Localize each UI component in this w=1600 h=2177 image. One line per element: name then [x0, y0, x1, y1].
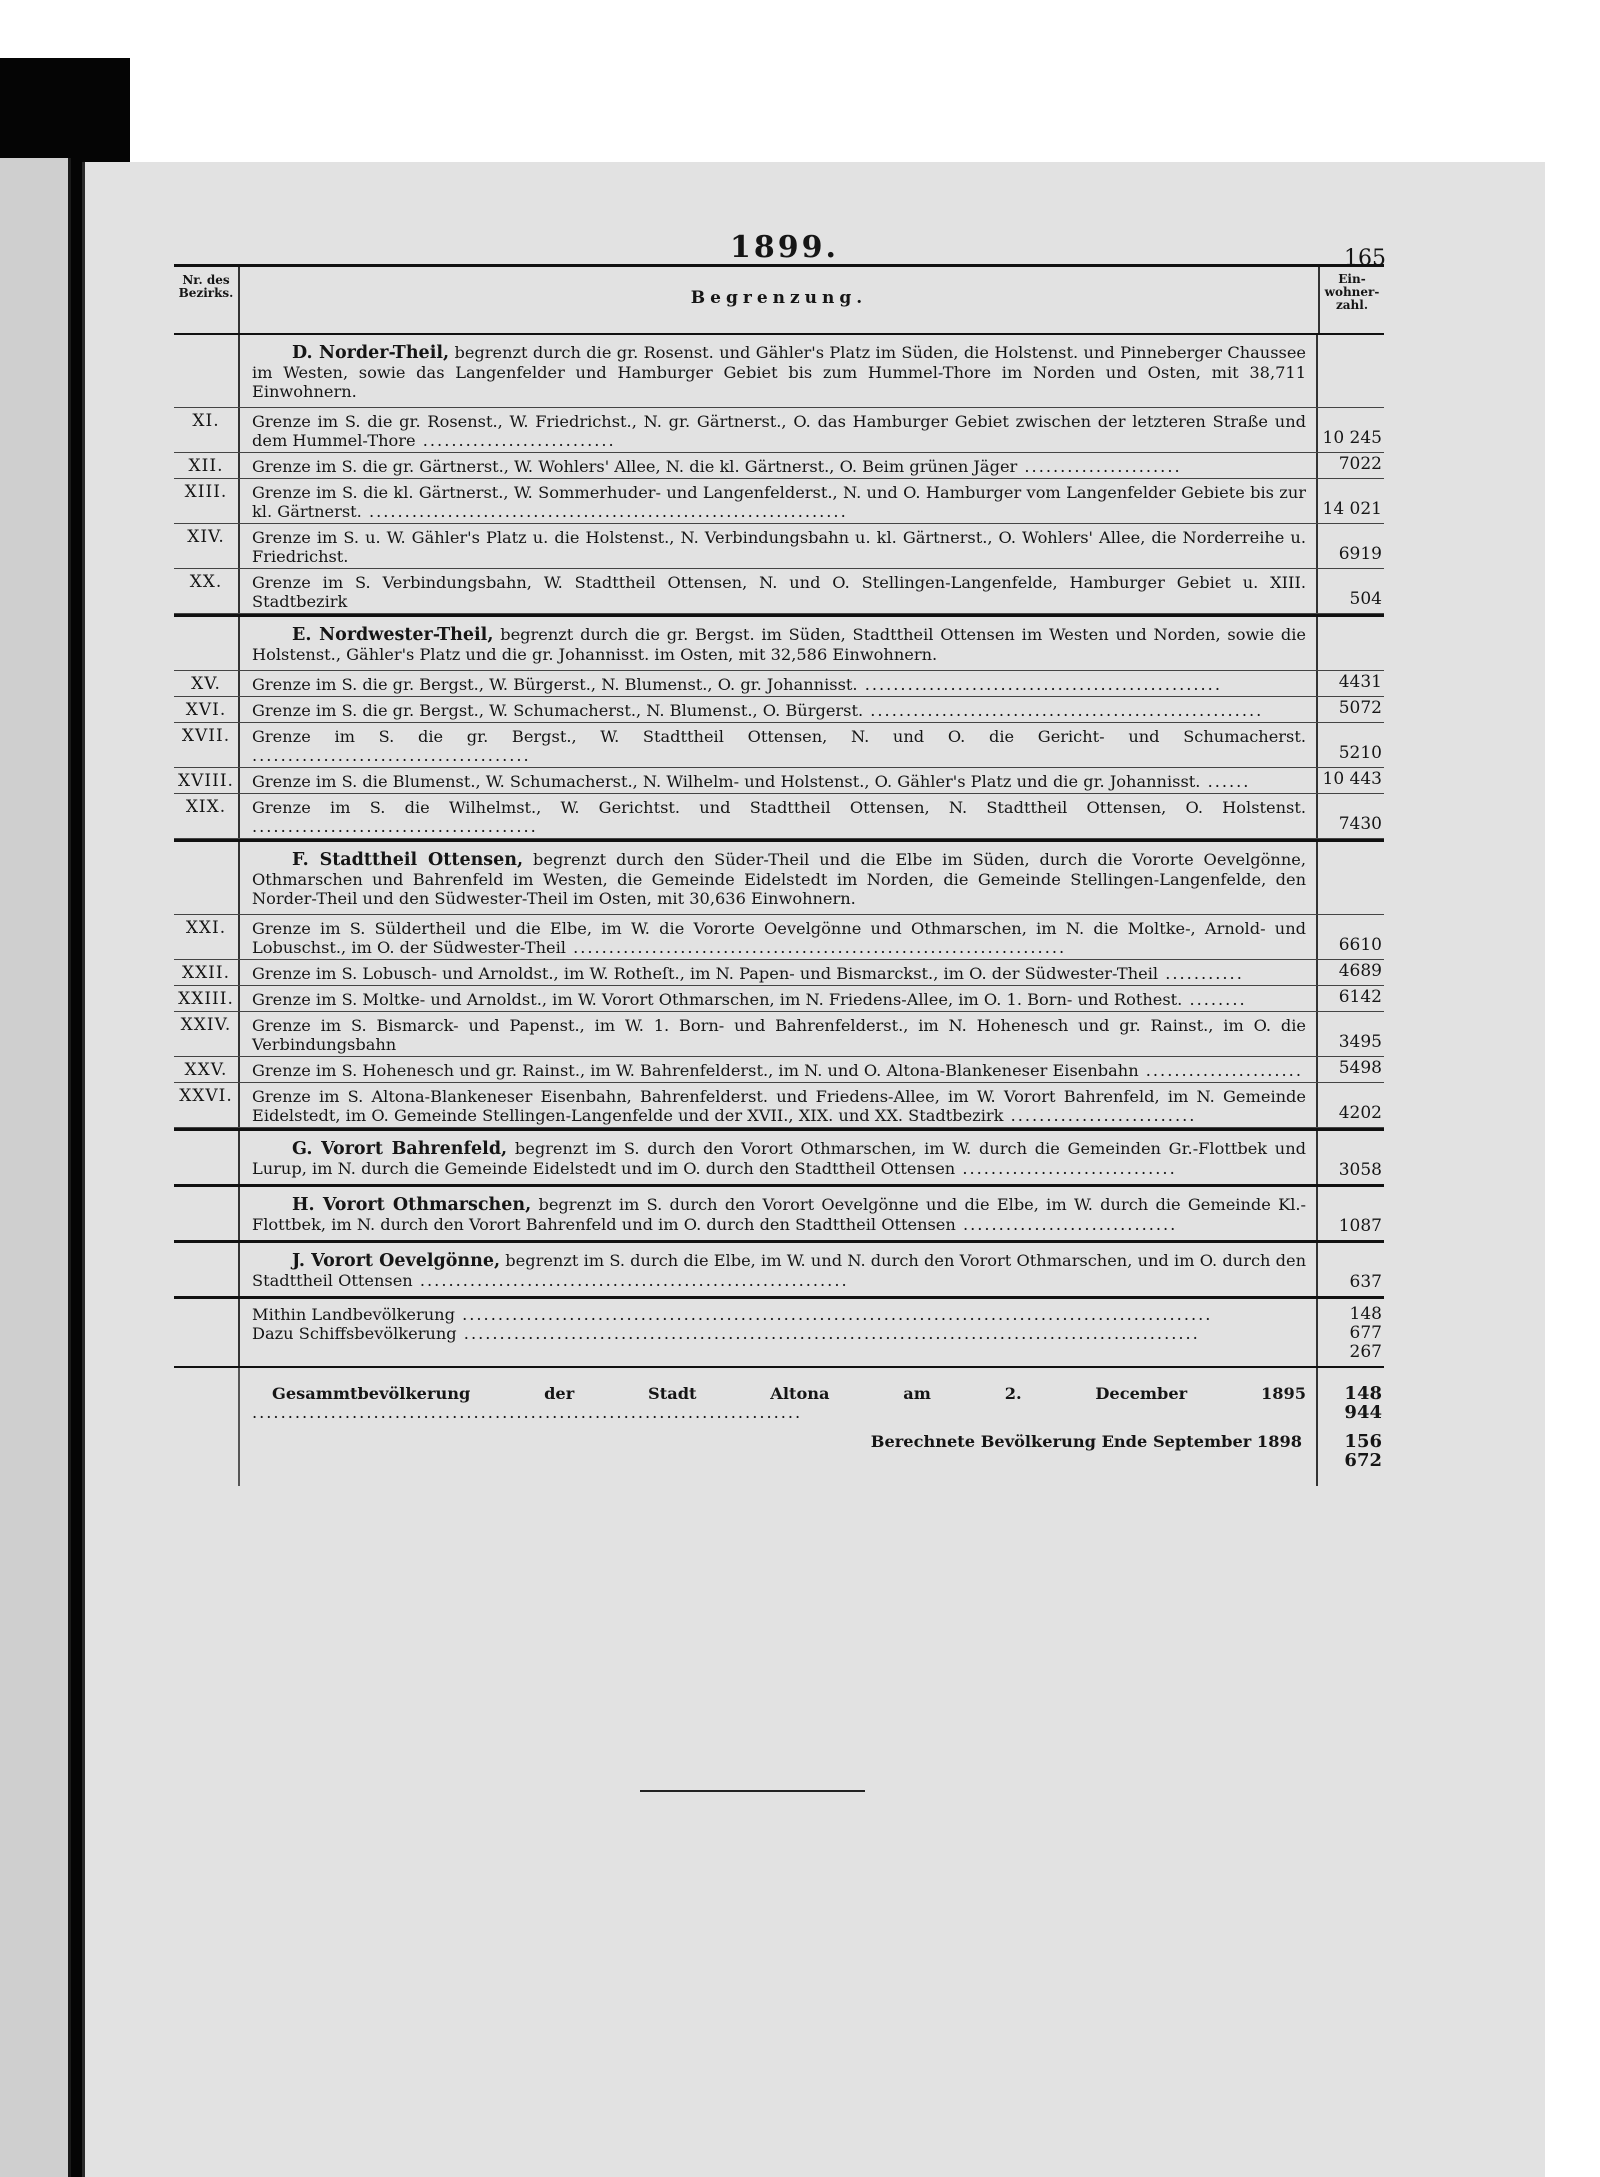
page-number: 165	[1344, 246, 1386, 271]
closing-rule	[640, 1790, 865, 1792]
total-population-label: Gesammtbevölkerung der Stadt Altona am 2. December 1895	[272, 1384, 1306, 1403]
district-inhabitants: 4202	[1316, 1083, 1384, 1127]
district-boundary: Grenze im S. die Blumenst., W. Schumacherst., N. Wilhelm- und Holstenst., O. Gähler's Platz und die gr. Johannisst.	[252, 772, 1201, 791]
table-row	[174, 524, 1384, 569]
section-text: begrenzt im S. durch die Elbe, im W. und N. durch den Vorort Othmarschen, und im O. durch den Stadttheil Ottensen	[252, 1251, 1307, 1290]
land-population-value: 148 677	[1349, 1304, 1382, 1343]
district-nr: XXV.	[174, 1057, 240, 1082]
district-boundary: Grenze im S. Verbindungsbahn, W. Stadttheil Ottensen, N. und O. Stellingen-Langenfelde, Hamburger Gebiet u. XIII. Stadtbezirk	[252, 573, 1306, 611]
section-inhabitants: 3058	[1316, 1131, 1384, 1184]
table-row: XIX. Grenze im S. die Wilhelmst., W. Gerichtst. und Stadttheil Ottensen, N. Stadttheil Ottensen, O. Holstenst. ........................................ 7430	[174, 794, 1384, 839]
section-e	[174, 614, 1384, 670]
table-row: XXI. Grenze im S. Süldertheil und die Elbe, im W. die Vororte Oevelgönne und Othmarschen, im N. die Moltke-, Arnold- und Lobuschst., im O. der Südwester-Theil ..................................................................... 6610	[174, 914, 1384, 960]
ship-population-value: 267	[1349, 1342, 1382, 1362]
table-row: XVIII. Grenze im S. die Blumenst., W. Schumacherst., N. Wilhelm- und Holstenst., O. Gähler's Platz und die gr. Johannisst. ...... 10 443	[174, 768, 1384, 794]
table-row: XIII. Grenze im S. die kl. Gärtnerst., W. Sommerhuder- und Langenfelderst., N. und O. Hamburger vom Langenfelder Gebiete bis zur kl. Gärtnerst. ................................................................... 14 021	[174, 479, 1384, 524]
district-nr: XX.	[174, 569, 240, 613]
district-inhabitants: 5072	[1316, 697, 1384, 722]
district-boundary: Grenze im S. Süldertheil und die Elbe, im W. die Vororte Oevelgönne und Othmarschen, im N. die Moltke-, Arnold- und Lobuschst., im O. der Südwester-Theil	[252, 919, 1306, 957]
district-boundary: Grenze im S. die Wilhelmst., W. Gerichtst. und Stadttheil Ottensen, N. Stadttheil Ottensen, O. Holstenst.	[252, 798, 1306, 817]
district-boundary: Grenze im S. Moltke- und Arnoldst., im W. Vorort Othmarschen, im N. Friedens-Allee, im O. 1. Born- und Rothest.	[252, 990, 1183, 1009]
district-nr: XV.	[174, 671, 240, 696]
section-g: G. Vorort Bahrenfeld, begrenzt im S. durch den Vorort Othmarschen, im W. durch die Gemeinden Gr.-Flottbek und Lurup, im N. durch die Gemeinde Eidelstedt und im O. durch den Stadttheil Ottensen .............................. 3058	[174, 1128, 1384, 1184]
district-inhabitants: 6142	[1316, 986, 1384, 1011]
district-nr: XVI.	[174, 697, 240, 722]
district-inhabitants: 3495	[1316, 1012, 1384, 1056]
district-inhabitants: 4689	[1316, 960, 1384, 985]
section-inhabitants: 637	[1316, 1243, 1384, 1296]
table-row	[174, 569, 1384, 614]
district-boundary: Grenze im S. Lobusch- und Arnoldst., im W. Rotheſt., im N. Papen- und Bismarckst., im O. der Südwester-Theil	[252, 964, 1159, 983]
section-title: H. Vorort Othmarschen,	[292, 1195, 532, 1215]
total-rows: Gesammtbevölkerung der Stadt Altona am 2. December 1895 ............................................................................. Berechnete Bevölkerung Ende September 1898 148 944 156 672	[174, 1366, 1384, 1486]
district-nr: XXIII.	[174, 986, 240, 1011]
district-nr: XVIII.	[174, 768, 240, 793]
district-inhabitants: 6610	[1316, 915, 1384, 959]
district-nr: XII.	[174, 453, 240, 478]
col-header-nr: Nr. des Bezirks.	[174, 267, 240, 333]
district-boundary: Grenze im S. Altona-Blankeneser Eisenbahn, Bahrenfelderst. und Friedens-Allee, im W. Vorort Bahrenfeld, im N. Gemeinde Eidelstedt, im O. Gemeinde Stellingen-Langenfelde und der XVII., XIX. und XX. Stadtbezirk	[252, 1087, 1306, 1125]
table-row: XII. Grenze im S. die gr. Gärtnerst., W. Wohlers' Allee, N. die kl. Gärtnerst., O. Beim grünen Jäger ...................... 7022	[174, 453, 1384, 479]
district-boundary: Grenze im S. die kl. Gärtnerst., W. Sommerhuder- und Langenfelderst., N. und O. Hamburger vom Langenfelder Gebiete bis zur kl. Gärtnerst.	[252, 483, 1306, 521]
land-population-label: Mithin Landbevölkerung	[252, 1305, 455, 1324]
district-boundary: Grenze im S. Hohenesch und gr. Rainst., im W. Bahrenfelderst., im N. und O. Altona-Blankeneser Eisenbahn	[252, 1061, 1139, 1080]
section-title: G. Vorort Bahrenfeld,	[292, 1139, 508, 1159]
col-header-boundary: Begrenzung.	[690, 288, 868, 308]
district-inhabitants: 5498	[1316, 1057, 1384, 1082]
district-inhabitants: 10 245	[1316, 408, 1384, 452]
district-boundary: Grenze im S. die gr. Gärtnerst., W. Wohlers' Allee, N. die kl. Gärtnerst., O. Beim grünen Jäger	[252, 457, 1018, 476]
district-inhabitants: 5210	[1316, 723, 1384, 767]
district-boundary: Grenze im S. die gr. Rosenst., W. Friedrichst., N. gr. Gärtnerst., O. das Hamburger Gebiet zwischen der letzteren Straße und dem Hummel-Thore	[252, 412, 1306, 450]
section-text: begrenzt durch die gr. Rosenst. und Gähler's Platz im Süden, die Holstenst. und Pinneberger Chaussee im Westen, sowie das Langenfelder und Hamburger Gebiet bis zum Hummel-Thore im Norden und Osten, mit 38,711 Einwohnern.	[252, 343, 1306, 401]
district-inhabitants: 7022	[1316, 453, 1384, 478]
table-row: XXVI. Grenze im S. Altona-Blankeneser Eisenbahn, Bahrenfelderst. und Friedens-Allee, im W. Vorort Bahrenfeld, im N. Gemeinde Eidelstedt, im O. Gemeinde Stellingen-Langenfelde und der XVII., XIX. und XX. Stadtbezirk .......................... 4202	[174, 1083, 1384, 1128]
section-text: begrenzt im S. durch den Vorort Othmarschen, im W. durch die Gemeinden Gr.-Flottbek und Lurup, im N. durch die Gemeinde Eidelstedt und im O. durch den Stadttheil Ottensen	[252, 1139, 1307, 1178]
section-title: D. Norder-Theil,	[292, 343, 450, 363]
table-row: XXIII. Grenze im S. Moltke- und Arnoldst., im W. Vorort Othmarschen, im N. Friedens-Allee, im O. 1. Born- und Rothest. ........ 6142	[174, 986, 1384, 1012]
table-row: XVI. Grenze im S. die gr. Bergst., W. Schumacherst., N. Blumenst., O. Bürgerst. ....................................................... 5072	[174, 697, 1384, 723]
district-inhabitants: 504	[1316, 569, 1384, 613]
district-boundary: Grenze im S. die gr. Bergst., W. Stadttheil Ottensen, N. und O. die Gericht- und Schumacherst.	[252, 727, 1306, 746]
district-nr: XIV.	[174, 524, 240, 568]
district-nr: XXI.	[174, 915, 240, 959]
district-inhabitants: 10 443	[1316, 768, 1384, 793]
table-row: XVII. Grenze im S. die gr. Bergst., W. Stadttheil Ottensen, N. und O. die Gericht- und Schumacherst. ....................................... 5210	[174, 723, 1384, 768]
ship-population-label: Dazu Schiffsbevölkerung	[252, 1324, 457, 1343]
section-text: begrenzt durch die gr. Bergst. im Süden, Stadttheil Ottensen im Westen und Norden, sowie die Holstenst., Gähler's Platz und die gr. Johannisst. im Osten, mit 32,586 Einwohnern.	[252, 625, 1306, 664]
section-h: H. Vorort Othmarschen, begrenzt im S. durch den Vorort Oevelgönne und die Elbe, im W. durch die Gemeinde Kl.-Flottbek, im N. durch den Vorort Bahrenfeld und im O. durch den Stadttheil Ottensen .............................. 1087	[174, 1184, 1384, 1240]
district-inhabitants: 4431	[1316, 671, 1384, 696]
col-header-inhabitants: Ein-wohner-zahl.	[1318, 267, 1384, 333]
section-title: F. Stadttheil Ottensen,	[292, 850, 524, 870]
section-title: E. Nordwester-Theil,	[292, 625, 494, 645]
section-j: J. Vorort Oevelgönne, begrenzt im S. durch die Elbe, im W. und N. durch den Vorort Othmarschen, und im O. durch den Stadttheil Ottensen ............................................................ 637	[174, 1240, 1384, 1296]
section-text: begrenzt im S. durch den Vorort Oevelgönne und die Elbe, im W. durch die Gemeinde Kl.-Flottbek, im N. durch den Vorort Bahrenfeld und im O. durch den Stadttheil Ottensen	[252, 1195, 1306, 1234]
section-text: begrenzt durch den Süder-Theil und die Elbe im Süden, durch die Vororte Oevelgönne, Othmarschen und Bahrenfeld im Westen, die Gemeinde Eidelstedt im Norden, die Gemeinde Stellingen-Langenfelde, den Norder-Theil und den Südwester-Theil im Osten, mit 30,636 Einwohnern.	[252, 850, 1306, 908]
district-nr: XXIV.	[174, 1012, 240, 1056]
page-year: 1899.	[730, 230, 839, 265]
district-nr: XXII.	[174, 960, 240, 985]
district-inhabitants: 7430	[1316, 794, 1384, 838]
district-nr: XI.	[174, 408, 240, 452]
district-boundary: Grenze im S. die gr. Bergst., W. Bürgerst., N. Blumenst., O. gr. Johannisst.	[252, 675, 858, 694]
district-nr: XVII.	[174, 723, 240, 767]
section-inhabitants: 1087	[1316, 1187, 1384, 1240]
table-row: XI. Grenze im S. die gr. Rosenst., W. Friedrichst., N. gr. Gärtnerst., O. das Hamburger Gebiet zwischen der letzteren Straße und dem Hummel-Thore ........................... 10 245	[174, 407, 1384, 453]
section-title: J. Vorort Oevelgönne,	[292, 1251, 501, 1271]
district-boundary: Grenze im S. die gr. Bergst., W. Schumacherst., N. Blumenst., O. Bürgerst.	[252, 701, 864, 720]
summary-rows: Mithin Landbevölkerung ......................................................................................................... Dazu Schiffsbevölkerung ....................................................................................................... 148 677 267	[174, 1296, 1384, 1366]
district-nr: XIX.	[174, 794, 240, 838]
table-header	[174, 264, 1384, 335]
district-table	[174, 264, 1384, 1486]
section-f	[174, 839, 1384, 914]
table-row: XXII. Grenze im S. Lobusch- und Arnoldst., im W. Rotheſt., im N. Papen- und Bismarckst., im O. der Südwester-Theil ........... 4689	[174, 960, 1384, 986]
district-boundary: Grenze im S. u. W. Gähler's Platz u. die Holstenst., N. Verbindungsbahn u. kl. Gärtnerst., O. Wohlers' Allee, die Norderreihe u. Friedrichst.	[252, 528, 1306, 566]
district-inhabitants: 14 021	[1316, 479, 1384, 523]
calculated-population-label: Berechnete Bevölkerung Ende September 1898	[870, 1432, 1302, 1451]
district-inhabitants: 6919	[1316, 524, 1384, 568]
table-row: XV. Grenze im S. die gr. Bergst., W. Bürgerst., N. Blumenst., O. gr. Johannisst. .................................................. 4431	[174, 670, 1384, 697]
district-nr: XIII.	[174, 479, 240, 523]
calculated-population-value: 156 672	[1344, 1431, 1382, 1471]
total-population-value: 148 944	[1344, 1383, 1382, 1423]
section-d	[174, 335, 1384, 407]
district-boundary: Grenze im S. Bismarck- und Papenst., im W. 1. Born- und Bahrenfelderst., im N. Hohenesch und gr. Rainst., im O. die Verbindungsbahn	[252, 1016, 1306, 1054]
table-row: XXV. Grenze im S. Hohenesch und gr. Rainst., im W. Bahrenfelderst., im N. und O. Altona-Blankeneser Eisenbahn ...................... 5498	[174, 1057, 1384, 1083]
table-row	[174, 1012, 1384, 1057]
facing-page-edge	[0, 158, 71, 2177]
district-nr: XXVI.	[174, 1083, 240, 1127]
